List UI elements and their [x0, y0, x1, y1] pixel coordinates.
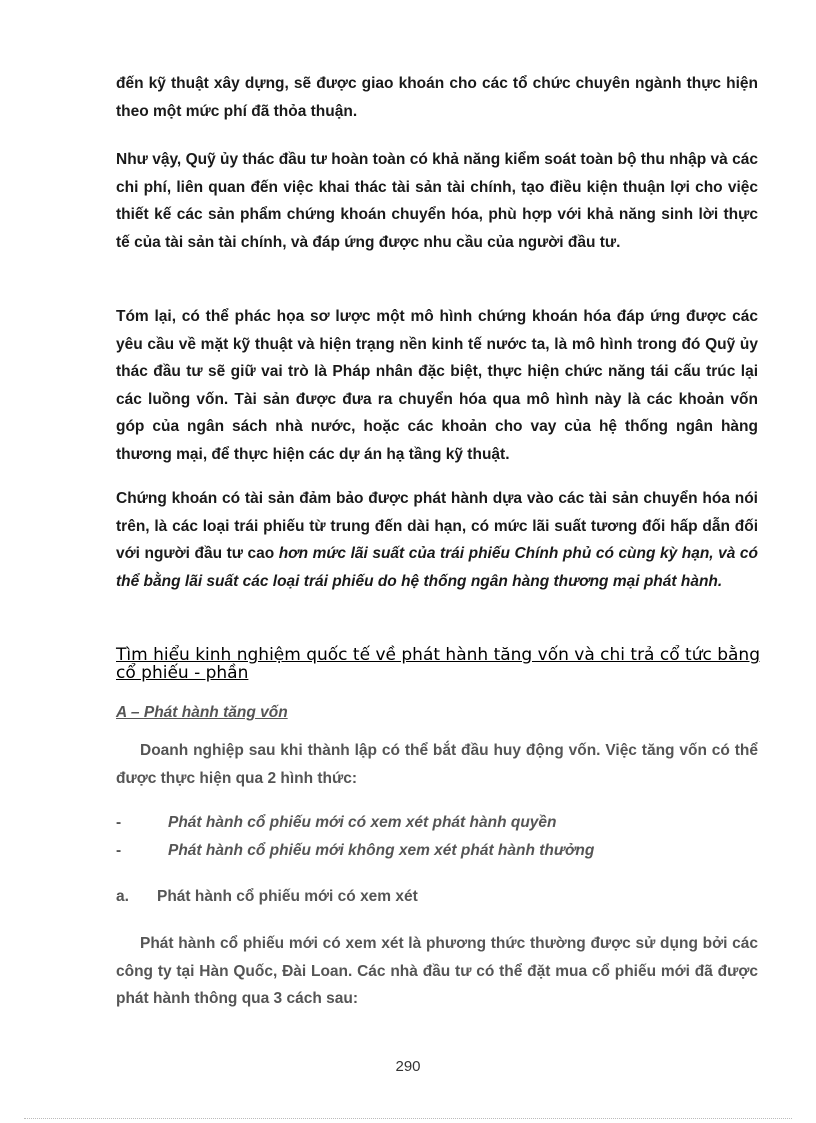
article-heading: Tìm hiểu kinh nghiệm quốc tế về phát hành tăng vốn và chi trả cổ tức bằng cổ phiếu - phần: [116, 645, 760, 683]
footer-divider: [24, 1118, 792, 1119]
paragraph-4: [116, 485, 758, 595]
subsection-letter: a.: [116, 888, 129, 905]
subsection-title: Phát hành cổ phiếu mới có xem xét: [157, 888, 418, 905]
list-marker: -: [116, 842, 122, 859]
closing-paragraph: Phát hành cổ phiếu mới có xem xét là phương thức thường được sử dụng bởi các công ty tại Hàn Quốc, Đài Loan. Các nhà đầu tư có thể đặt mua cổ phiếu mới đã được phát hành thông qua 3 cách sau:: [116, 935, 758, 1007]
list-marker: -: [116, 814, 122, 831]
list-item-text: Phát hành cổ phiếu mới không xem xét phát hành thưởng: [168, 842, 595, 859]
intro-paragraph: Doanh nghiệp sau khi thành lập có thể bắt đầu huy động vốn. Việc tăng vốn có thể được thực hiện qua 2 hình thức:: [116, 742, 758, 787]
list-item-text: Phát hành cổ phiếu mới có xem xét phát hành quyền: [168, 814, 557, 831]
paragraph-4-regular: Chứng khoán có tài sản đảm bảo được phát hành dựa vào các tài sản chuyển hóa nói trên, là các loại trái phiếu từ trung đến dài hạn, có mức lãi suất tương đối hấp dẫn đối với người đầu tư cao: [116, 490, 758, 562]
section-title: A – Phát hành tăng vốn: [116, 704, 288, 721]
paragraph-2: Như vậy, Quỹ ủy thác đầu tư hoàn toàn có khả năng kiểm soát toàn bộ thu nhập và các chi phí, liên quan đến việc khai thác tài sản tài chính, tạo điều kiện thuận lợi cho việc thiết kế các sản phẩm chứng khoán chuyển hóa, phù hợp với khả năng sinh lời thực tế của tài sản tài chính, và đáp ứng được nhu cầu của người đầu tư.: [116, 151, 758, 251]
paragraph-3: Tóm lại, có thể phác họa sơ lược một mô hình chứng khoán hóa đáp ứng được các yêu cầu về mặt kỹ thuật và hiện trạng nền kinh tế nước ta, là mô hình trong đó Quỹ ủy thác đầu tư sẽ giữ vai trò là Pháp nhân đặc biệt, thực hiện chức năng tái cấu trúc lại các luồng vốn. Tài sản được đưa ra chuyển hóa qua mô hình này là các khoản vốn góp của ngân sách nhà nước, hoặc các khoản cho vay của hệ thống ngân hàng thương mại, để thực hiện các dự án hạ tầng kỹ thuật.: [116, 308, 758, 463]
paragraph-4-italic: hơn mức lãi suất của trái phiếu Chính phủ có cùng kỳ hạn, và có thể bằng lãi suất các loại trái phiếu do hệ thống ngân hàng thương mại phát hành.: [116, 545, 758, 590]
paragraph-1: đến kỹ thuật xây dựng, sẽ được giao khoán cho các tổ chức chuyên ngành thực hiện theo một mức phí đã thỏa thuận.: [116, 75, 758, 120]
page-number: 290: [395, 1058, 421, 1075]
